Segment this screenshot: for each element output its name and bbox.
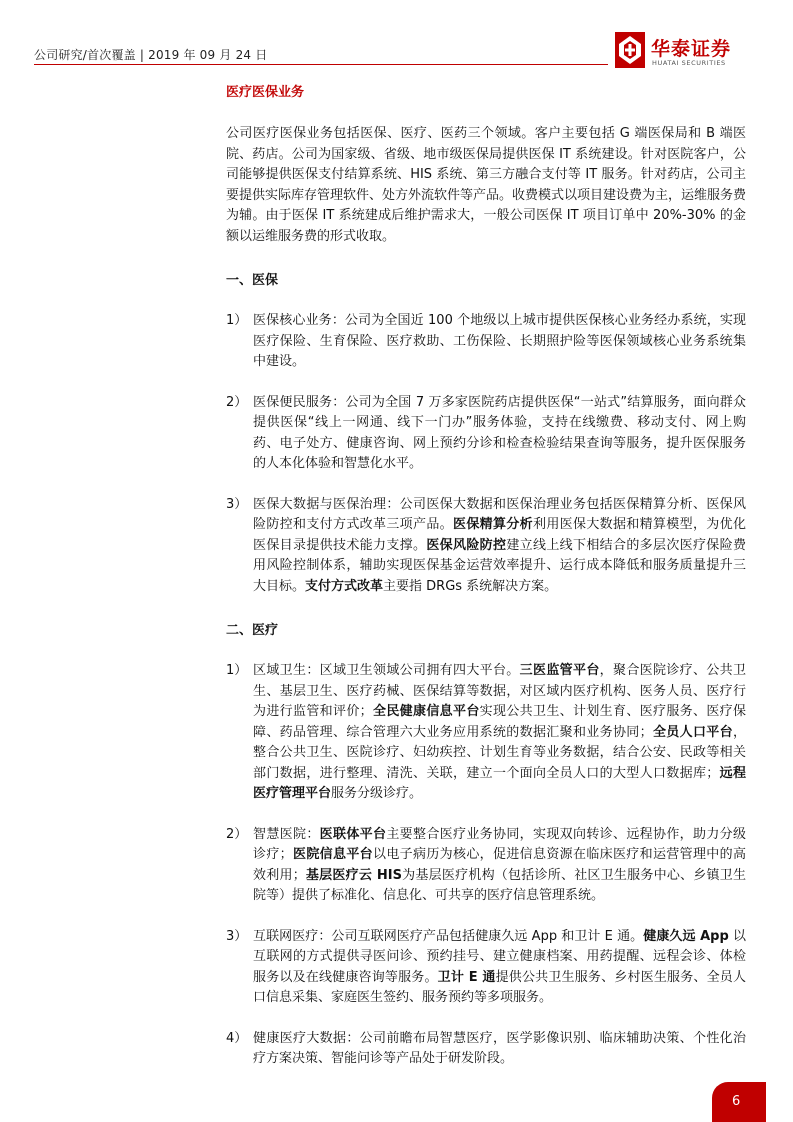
item-text: 建立线上线下相结合的多层次医疗保险费用风险控制体系，辅助实现医保基金运营效率提升、运行成本降低和服务质量提升三大目标。	[253, 537, 746, 594]
item-number: 1）	[226, 313, 248, 328]
logo-english-name: HUATAI SECURITIES	[652, 59, 726, 67]
item-text: 为基层医疗机构（包括诊所、社区卫生服务中心、乡镇卫生院等）提供了标准化、信息化、可共享的医疗信息管理系统。	[253, 867, 746, 903]
item-number: 4）	[226, 1030, 248, 1046]
intro-paragraph: 公司医疗医保业务包括医保、医疗、医药三个领域。客户主要包括 G 端医保局和 B 端医院、药店。公司为国家级、省级、地市级医保局提供医保 IT 系统建设。针对医院客户，公司能够提供医保支付结算系统、HIS 系统、第三方融合支付等 IT 服务。针对药店，公司主要提供实际库存管理软件、处方外流软件等产品。收费模式以项目建设费为主，运维服务费为辅。由于医保 IT 系统建成后维护需求大，一般公司医保 IT 项目订单中 20%-30% 的金额以运维服务费的形式收取。	[226, 126, 747, 244]
item-text: 提供公共卫生服务、乡村医生服务、全员人口信息采集、家庭医生签约、服务预约等多项服务。	[253, 969, 746, 1005]
bold-term: 卫计 E 通	[437, 969, 496, 985]
bold-term: 三医监管平台	[519, 663, 600, 678]
header-text: 公司研究/首次覆盖 | 2019 年 09 月 24 日	[34, 48, 268, 62]
section-title: 医疗医保业务	[226, 85, 305, 100]
list-item	[226, 311, 746, 373]
item-text: ，聚合医院诊疗、公共卫生、基层卫生、医疗药械、医保结算等数据，对区域内医疗机构、医务人员、医疗行为进行监管和评价；	[253, 663, 746, 719]
item-text: 互联网医疗：公司互联网医疗产品包括健康久远 App 和卫计 E 通。	[253, 928, 644, 944]
company-logo	[615, 32, 765, 72]
list-item	[226, 927, 746, 1009]
bold-term: 远程医疗管理平台	[253, 765, 746, 801]
item-number: 2）	[226, 394, 248, 410]
item-number: 3）	[226, 928, 248, 944]
item-text: 主要整合医疗业务协同，实现双向转诊、远程协作，助力分级诊疗；	[253, 826, 746, 862]
item-number: 3）	[226, 496, 248, 512]
item-text: 健康医疗大数据：公司前瞻布局智慧医疗，医学影像识别、临床辅助决策、个性化治疗方案决策、智能问诊等产品处于研发阶段。	[253, 1030, 746, 1066]
main-content	[226, 82, 746, 1070]
bold-term: 健康久远 App	[643, 928, 729, 944]
item-text: 以互联网的方式提供寻医问诊、预约挂号、建立健康档案、用药提醒、远程会诊、体检服务以及在线健康咨询等服务。	[253, 928, 747, 985]
subheading-medical-insurance: 一、医保	[226, 273, 279, 288]
list-item	[226, 393, 746, 475]
huatai-logo-icon	[615, 32, 645, 68]
item-text: 主要指 DRGs 系统解决方案。	[383, 578, 558, 594]
bold-term: 医保精算分析	[452, 517, 533, 532]
list-item	[226, 1029, 746, 1070]
item-text: 医保大数据与医保治理：公司医保大数据和医保治理业务包括医保精算分析、医保风险防控和支付方式改革三项产品。	[253, 496, 746, 532]
bold-term: 全民健康信息平台	[372, 704, 480, 719]
bold-term: 医保风险防控	[426, 537, 507, 553]
header-divider	[34, 64, 608, 65]
item-text: 以电子病历为核心，促进信息资源在临床医疗和运营管理中的高效利用；	[253, 847, 746, 883]
logo-chinese-name: 华泰证券	[651, 38, 732, 60]
item-text: 服务分级诊疗。	[331, 786, 423, 801]
bold-term: 医联体平台	[319, 826, 387, 842]
item-text: 实现公共卫生、计划生育、医疗服务、医疗保障、药品管理、综合管理六大业务应用系统的数据汇聚和业务协同；	[253, 704, 746, 740]
item-text: 医保便民服务：公司为全国 7 万多家医院药店提供医保“一站式”结算服务，面向群众提供医保“线上一网通、线下一门办”服务体验，支持在线缴费、移动支付、网上购药、电子处方、健康咨询、网上预约分诊和检查检验结果查询等服务，提升医保服务的人本化体验和智慧化水平。	[253, 394, 746, 471]
item-text: 区域卫生：区域卫生领域公司拥有四大平台。	[253, 663, 520, 678]
bold-term: 全员人口平台	[652, 724, 733, 740]
bold-term: 支付方式改革	[305, 578, 384, 594]
list-item	[226, 495, 746, 598]
item-text: 利用医保大数据和精算模型，为优化医保目录提供技术能力支撑。	[253, 517, 746, 553]
bold-term: 医院信息平台	[292, 847, 373, 862]
list-item	[226, 825, 746, 907]
item-text: 智慧医院：	[253, 826, 320, 842]
item-number: 1）	[226, 663, 248, 678]
bold-term: 基层医疗云 HIS	[305, 867, 402, 883]
item-number: 2）	[226, 826, 248, 842]
page-number: 6	[732, 1094, 741, 1109]
item-text: 医保核心业务：公司为全国近 100 个地级以上城市提供医保核心业务经办系统，实现医疗保险、生育保险、医疗救助、工伤保险、长期照护险等医保领域核心业务系统集中建设。	[253, 313, 746, 369]
list-item	[226, 661, 746, 805]
subheading-medical: 二、医疗	[226, 623, 279, 638]
item-text: ，整合公共卫生、医院诊疗、妇幼疾控、计划生育等业务数据，结合公安、民政等相关部门数据，进行整理、清洗、关联，建立一个面向全员人口的大型人口数据库；	[253, 724, 746, 781]
